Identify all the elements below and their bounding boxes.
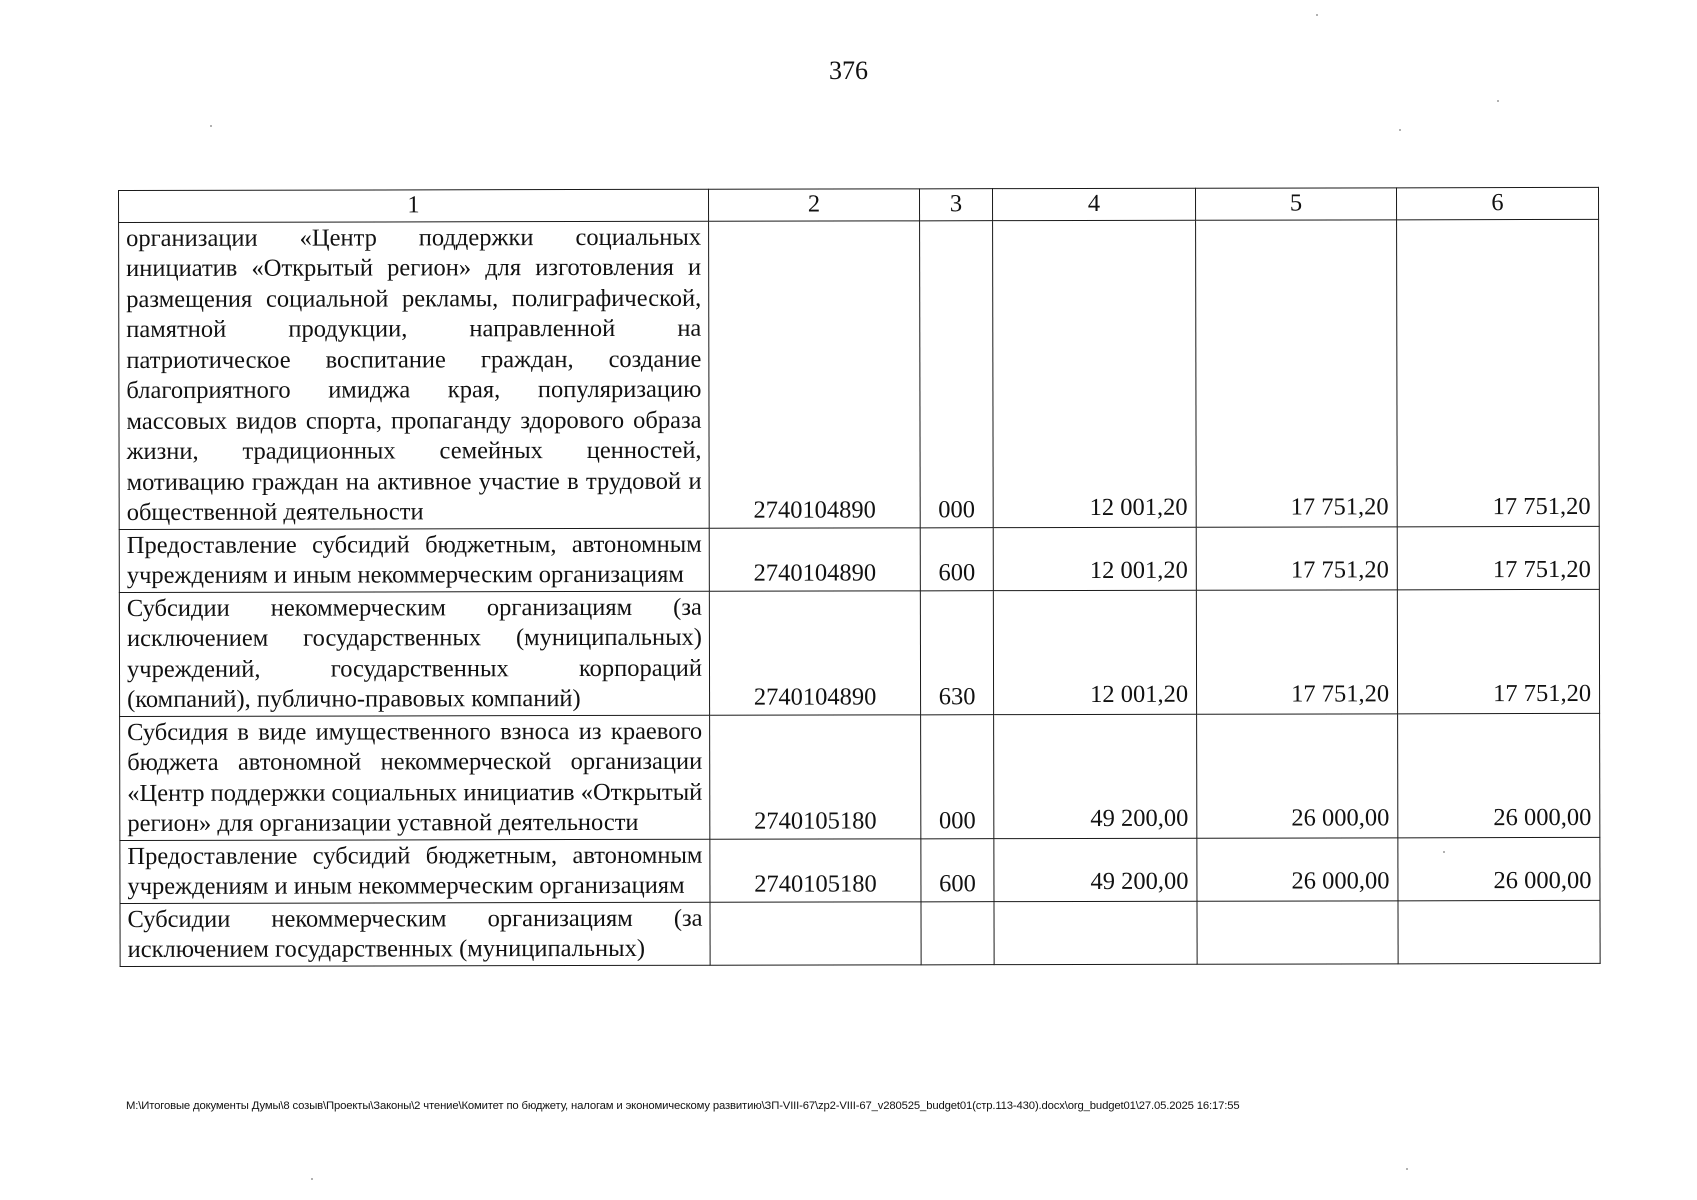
table-row: [120, 837, 1600, 903]
row-amount-col4: [994, 901, 1197, 964]
row-description: Субсидии некоммерческим организациям (за исключением государственных (муниципальных) учреждений, государственных корпораций (компаний), публично-правовых компаний): [119, 591, 709, 716]
row-description: Субсидии некоммерческим организациям (за исключением государственных (муниципальных): [120, 902, 710, 966]
column-header: 4: [992, 188, 1195, 220]
column-header: 1: [119, 189, 709, 222]
footer-file-path: М:\Итоговые документы Думы\8 созыв\Проекты\Законы\2 чтение\Комитет по бюджету, налогам и экономическому развитию\ЗП-VIII-67\zp2-VIII-67_v280525_budget01(стр.113-430).docx\org_budget01\27.05.2025 16:17:55: [126, 1100, 1240, 1112]
row-expense-type: 000: [920, 220, 994, 527]
row-expense-type: [921, 901, 994, 964]
row-target-code: 2740105180: [710, 714, 921, 838]
column-header: 2: [708, 189, 919, 221]
row-amount-col5: 26 000,00: [1197, 837, 1398, 900]
row-expense-type: 600: [920, 527, 993, 590]
scan-speck: [210, 125, 212, 127]
table-row: [119, 526, 1599, 592]
row-amount-col4: 12 001,20: [993, 527, 1196, 590]
scan-speck: [1316, 14, 1318, 16]
row-amount-col4: 12 001,20: [993, 220, 1197, 527]
row-amount-col4: 49 200,00: [994, 714, 1197, 838]
row-amount-col4: 12 001,20: [993, 590, 1196, 714]
row-target-code: [710, 901, 921, 964]
row-amount-col6: 17 751,20: [1397, 526, 1599, 589]
budget-table: [118, 187, 1601, 967]
page-number: 376: [829, 56, 868, 85]
row-amount-col5: 17 751,20: [1196, 589, 1397, 713]
row-description: Предоставление субсидий бюджетным, автономным учреждениям и иным некоммерческим организациям: [119, 528, 709, 592]
table-header-row: [119, 187, 1599, 222]
scan-speck: [1497, 100, 1499, 102]
row-amount-col6: 17 751,20: [1397, 589, 1599, 713]
row-amount-col6: [1398, 900, 1600, 963]
scan-speck: [1399, 129, 1401, 131]
row-amount-col5: 17 751,20: [1196, 219, 1398, 526]
row-amount-col5: [1197, 900, 1398, 963]
row-target-code: 2740104890: [709, 220, 921, 527]
row-description: Субсидия в виде имущественного взноса из краевого бюджета автономной некоммерческой организации «Центр поддержки социальных инициатив «Открытый регион» для организации уставной деятельности: [120, 715, 710, 840]
row-amount-col6: 17 751,20: [1397, 219, 1600, 526]
row-amount-col4: 49 200,00: [994, 838, 1197, 901]
row-description: Предоставление субсидий бюджетным, автономным учреждениям и иным некоммерческим организациям: [120, 839, 710, 903]
row-amount-col6: 26 000,00: [1398, 837, 1600, 900]
table-row: [120, 900, 1600, 966]
table-row: [120, 713, 1600, 840]
row-expense-type: 600: [921, 838, 994, 901]
row-description: организации «Центр поддержки социальных инициатив «Открытый регион» для изготовления и размещения социальной рекламы, полиграфической, памятной продукции, направленной на патриотическое воспитание граждан, создание благоприятного имиджа края, популяризацию массовых видов спорта, пропаганду здорового образа жизни, традиционных семейных ценностей, мотивацию граждан на активное участие в трудовой и общественной деятельности: [119, 221, 710, 529]
column-header: 5: [1195, 188, 1396, 220]
scan-speck: [1406, 1168, 1408, 1170]
row-target-code: 2740105180: [710, 838, 921, 901]
row-amount-col5: 26 000,00: [1197, 713, 1398, 837]
row-target-code: 2740104890: [709, 590, 920, 714]
scan-speck: [311, 1178, 313, 1180]
table-row: [119, 219, 1600, 529]
table-row: [119, 589, 1599, 716]
row-expense-type: 630: [920, 590, 993, 714]
row-target-code: 2740104890: [709, 527, 920, 590]
row-expense-type: 000: [921, 714, 994, 838]
column-header: 3: [919, 189, 992, 221]
row-amount-col6: 26 000,00: [1398, 713, 1600, 837]
scan-speck: [1443, 851, 1445, 853]
row-amount-col5: 17 751,20: [1196, 526, 1397, 589]
column-header: 6: [1396, 187, 1598, 219]
